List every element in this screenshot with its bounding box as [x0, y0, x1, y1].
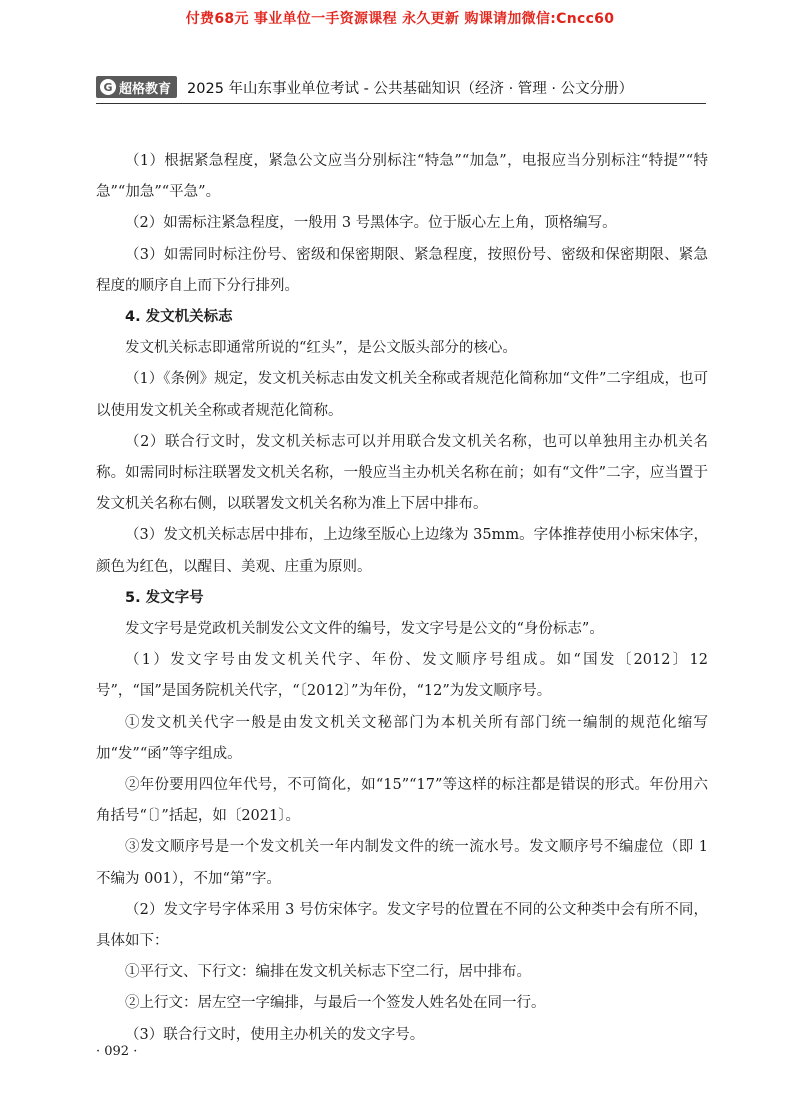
paragraph: 发文字号是党政机关制发公文文件的编号，发文字号是公文的“身份标志”。	[125, 621, 604, 638]
paragraph: ①发文机关代字一般是由发文机关文秘部门为本机关所有部门统一编制的规范化缩写加“发”“函”等字组成。	[96, 714, 708, 762]
paragraph: （3）发文机关标志居中排布，上边缘至版心上边缘为 35mm。字体推荐使用小标宋体字，颜色为红色，以醒目、美观、庄重为原则。	[96, 527, 708, 575]
section-heading: 5. 发文字号	[125, 589, 204, 606]
paragraph: ②年份要用四位年代号，不可简化，如“15”“17”等这样的标注都是错误的形式。年份用六角括号“〔〕”括起，如〔2021〕。	[96, 777, 708, 825]
paragraph: （2）如需标注紧急程度，一般用 3 号黑体字。位于版心左上角，顶格编写。	[125, 215, 617, 232]
paragraph: （1）根据紧急程度，紧急公文应当分别标注“特急”“加急”，电报应当分别标注“特提”“特急”“加急”“平急”。	[96, 153, 708, 201]
paragraph: （2）联合行文时，发文机关标志可以并用联合发文机关名称，也可以单独用主办机关名称。如需同时标注联署发文机关名称，一般应当主办机关名称在前；如有“文件”二字，应当置于发文机关名称右侧，以联署发文机关名称为准上下居中排布。	[96, 433, 708, 513]
logo-text: 超格教育	[119, 81, 172, 97]
paragraph: （1）发文字号由发文机关代字、年份、发文顺序号组成。如“国发〔2012〕12 号”，“国”是国务院机关代字，“〔2012〕”为年份，“12”为发文顺序号。	[96, 652, 708, 700]
paragraph: 发文机关标志即通常所说的“红头”，是公文版头部分的核心。	[125, 340, 517, 357]
paragraph: （2）发文字号字体采用 3 号仿宋体字。发文字号的位置在不同的公文种类中会有所不同，具体如下：	[96, 901, 708, 950]
logo-mark-icon: G	[100, 79, 116, 95]
document-body	[96, 146, 708, 1051]
paragraph: （1）《条例》规定，发文机关标志由发文机关全称或者规范化简称加“文件”二字组成，也可以使用发文机关全称或者规范化简称。	[96, 371, 708, 419]
paragraph: ①平行文、下行文：编排在发文机关标志下空二行，居中排布。	[125, 964, 531, 981]
watermark-banner: 付费68元 事业单位一手资源课程 永久更新 购课请加微信:Cncc60	[185, 11, 615, 27]
paragraph: （3）如需同时标注份号、密级和保密期限、紧急程度，按照份号、密级和保密期限、紧急程度的顺序自上而下分行排列。	[96, 246, 708, 294]
page-number: · 092 ·	[96, 1044, 138, 1059]
paragraph: （3）联合行文时，使用主办机关的发文字号。	[125, 1026, 425, 1043]
paragraph: ②上行文：居左空一字编排，与最后一个签发人姓名处在同一行。	[125, 995, 546, 1012]
page-header	[96, 76, 706, 98]
header-divider	[96, 103, 706, 104]
publisher-logo	[96, 76, 177, 98]
paragraph: ③发文顺序号是一个发文机关一年内制发文件的统一流水号。发文顺序号不编虚位（即 1 不编为 001），不加“第”字。	[96, 839, 708, 887]
book-title: 2025 年山东事业单位考试 - 公共基础知识（经济 · 管理 · 公文分册）	[187, 80, 634, 97]
section-heading: 4. 发文机关标志	[125, 309, 233, 326]
